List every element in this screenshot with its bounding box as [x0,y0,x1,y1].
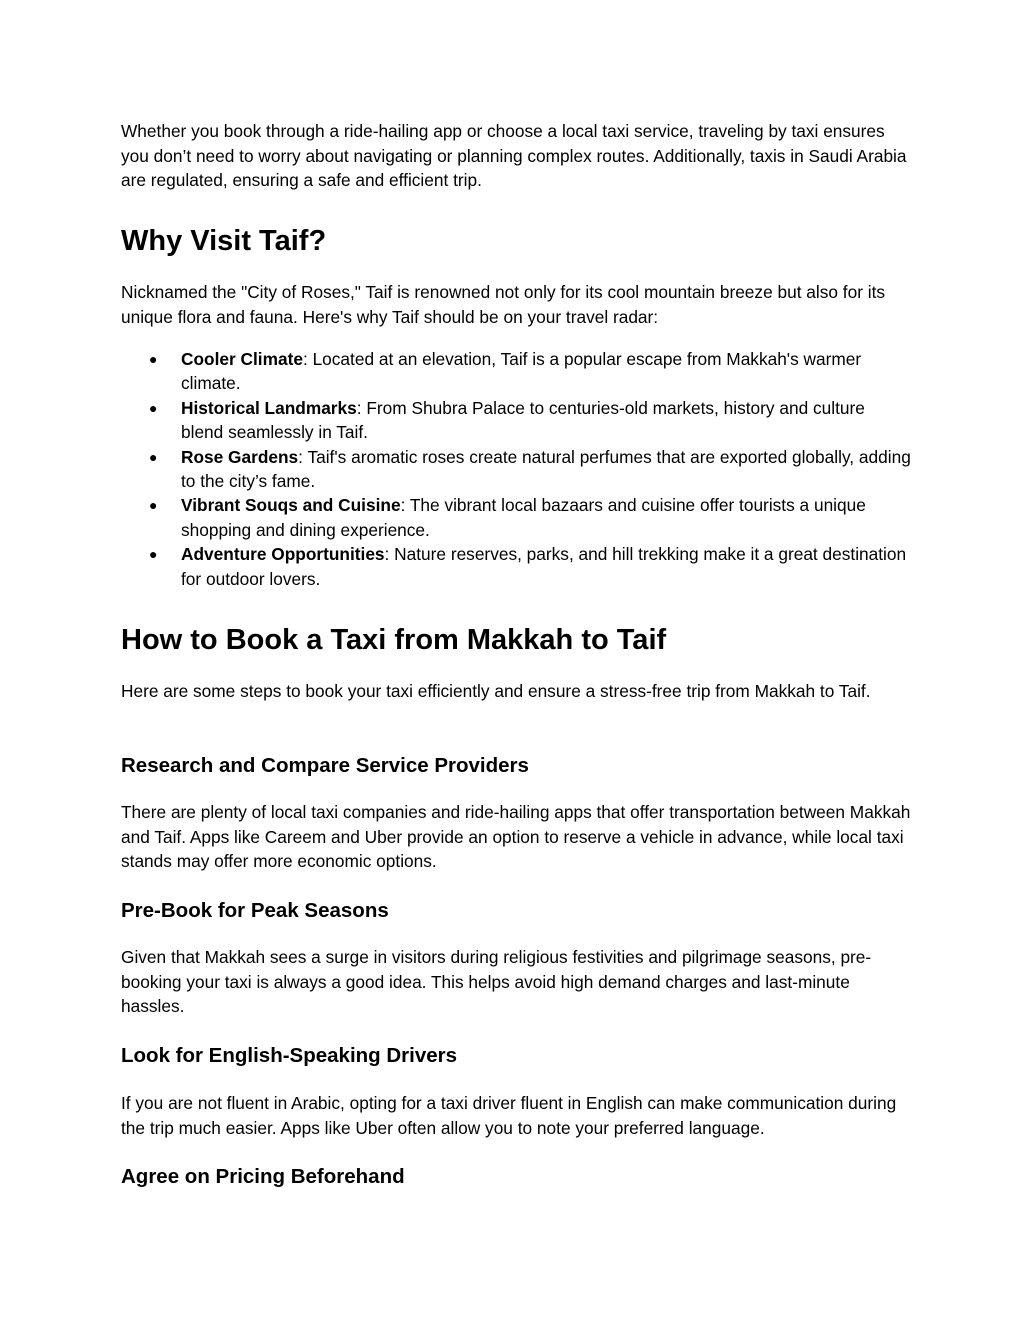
heading-research-compare: Research and Compare Service Providers [121,754,529,777]
how-to-book-paragraph: Here are some steps to book your taxi efficiently and ensure a stress-free trip from Makkah to Taif. [121,681,871,701]
heading-how-to-book: How to Book a Taxi from Makkah to Taif [121,624,667,656]
list-item-term: Adventure Opportunities [181,544,385,565]
bullet-icon: ● [149,399,158,416]
list-item-text: : Nature reserves, parks, and hill trekking make it a great destination for outdoor lovers. [181,544,907,589]
list-item [121,445,911,494]
list-item-text: : Located at an elevation, Taif is a popular escape from Makkah's warmer climate. [181,349,862,394]
why-visit-paragraph: Nicknamed the "City of Roses," Taif is renowned not only for its cool mountain breeze but also for its unique flora and fauna. Here's why Taif should be on your travel radar: [121,282,886,327]
list-item-text: : From Shubra Palace to centuries-old markets, history and culture blend seamlessly in Taif. [181,397,865,443]
prebook-paragraph: Given that Makkah sees a surge in visitors during religious festivities and pilgrimage seasons, pre-booking your taxi is always a good idea. This helps avoid high demand charges and last-minute hassles. [121,947,872,1016]
list-item [121,542,911,591]
heading-english-drivers: Look for English-Speaking Drivers [121,1044,458,1067]
bullet-icon: ● [149,497,158,514]
heading-prebook: Pre-Book for Peak Seasons [121,899,389,922]
heading-why-visit-taif: Why Visit Taif? [121,225,327,257]
list-item-term: Historical Landmarks [181,397,357,418]
list-item [121,493,911,542]
list-item-term: Vibrant Souqs and Cuisine [181,495,401,516]
list-item-text: : The vibrant local bazaars and cuisine offer tourists a unique shopping and dining experience. [181,495,866,540]
reasons-list [121,347,911,591]
heading-agree-pricing: Agree on Pricing Beforehand [121,1165,405,1188]
bullet-icon: ● [149,546,158,563]
list-item [121,396,911,445]
research-paragraph: There are plenty of local taxi companies and ride-hailing apps that offer transportation between Makkah and Taif. Apps like Careem and Uber provide an option to reserve a vehicle in advance, while local taxi stands may offer more economic options. [121,802,911,871]
bullet-icon: ● [149,351,158,367]
list-item-term: Rose Gardens [181,446,299,467]
intro-paragraph: Whether you book through a ride-hailing app or choose a local taxi service, traveling by taxi ensures you don’t need to worry about navigating or planning complex routes. Additionally, taxis in Saudi Arabia are regulated, ensuring a safe and efficient trip. [121,121,907,190]
list-item [121,347,911,396]
list-item-text: : Taif's aromatic roses create natural perfumes that are exported globally, adding to the city’s fame. [181,446,911,492]
list-item-term: Cooler Climate [181,349,303,369]
english-paragraph: If you are not fluent in Arabic, opting for a taxi driver fluent in English can make communication during the trip much easier. Apps like Uber often allow you to note your preferred language. [121,1093,897,1138]
bullet-icon: ● [149,448,158,465]
